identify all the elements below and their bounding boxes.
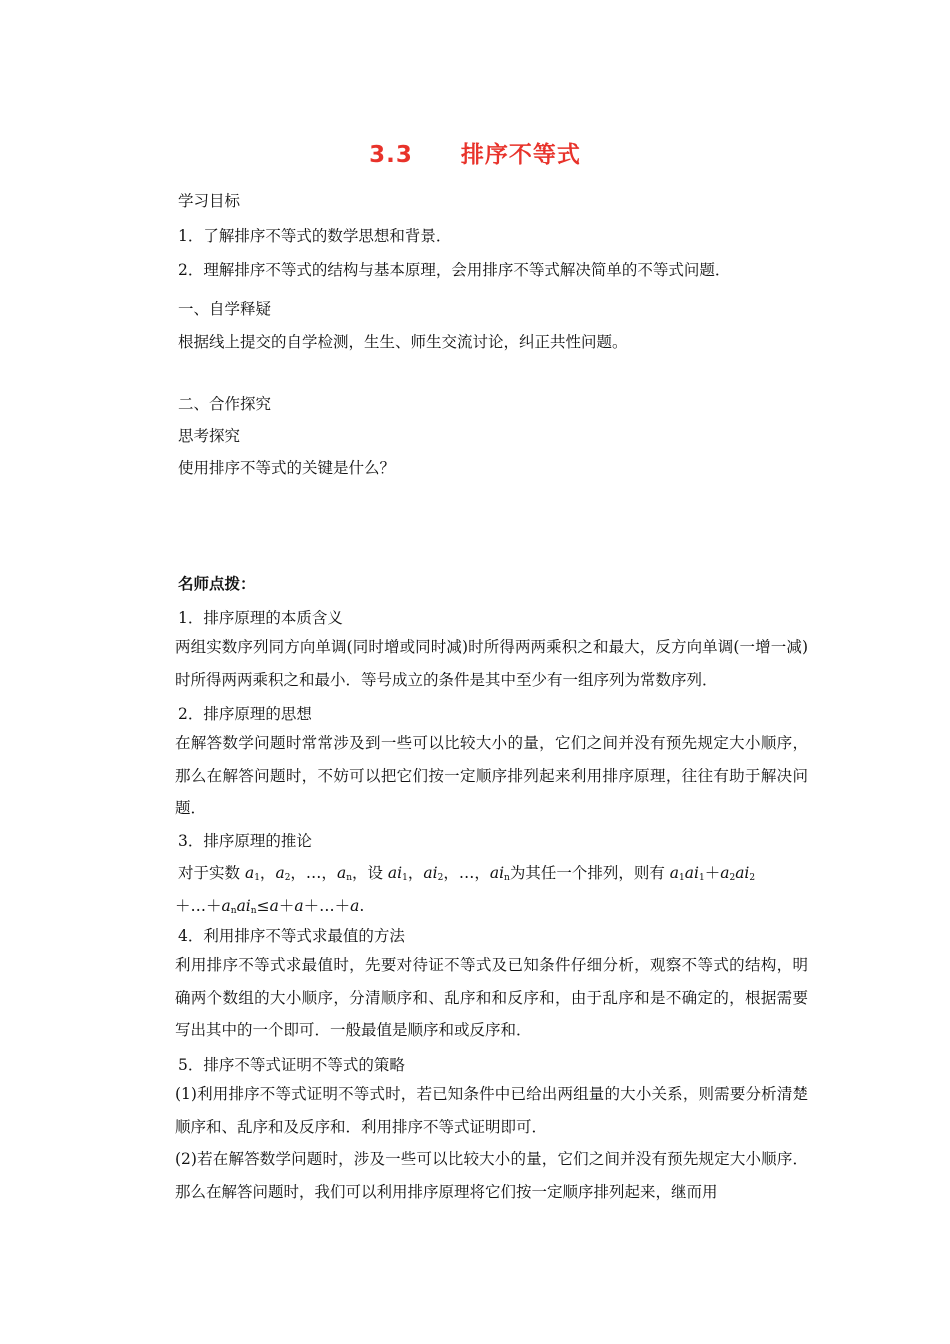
tips-heading: 名师点拨： (178, 574, 256, 593)
section1-heading: 一、自学释疑 (178, 300, 272, 318)
section1-text: 根据线上提交的自学检测，生生、师生交流讨论，纠正共性问题。 (178, 333, 628, 351)
goal-item-2: 2．理解排序不等式的结构与基本原理，会用排序不等式解决简单的不等式问题． (178, 261, 731, 279)
math-a-seq: a (244, 864, 255, 882)
tip2-title: 2．排序原理的思想 (178, 705, 312, 723)
tip4-title: 4．利用排序不等式求最值的方法 (178, 927, 405, 945)
title-number: 3.3 (369, 142, 413, 168)
goal-item-1: 1．了解排序不等式的数学思想和背景． (178, 227, 452, 245)
tip5-text1: (1)利用排序不等式证明不等式时，若已知条件中已给出两组量的大小关系，则需要分析清楚顺序和、乱序和及反序和．利用排序不等式证明即可． (175, 1085, 808, 1136)
tip1-text: 两组实数序列同方向单调(同时增或同时减)时所得两两乘积之和最大，反方向单调(一增一减)时所得两两乘积之和最小．等号成立的条件是其中至少有一组序列为常数序列． (175, 638, 808, 689)
tip1-title: 1．排序原理的本质含义 (178, 609, 343, 627)
tip2-text: 在解答数学问题时常常涉及到一些可以比较大小的量，它们之间并没有预先规定大小顺序，那么在解答问题时，不妨可以把它们按一定顺序排列起来利用排序原理，往往有助于解决问题． (175, 734, 808, 817)
tip5-title: 5．排序不等式证明不等式的策略 (178, 1056, 405, 1074)
title-text: 排序不等式 (460, 142, 581, 168)
goals-heading: 学习目标 (178, 192, 241, 210)
tip3-title: 3．排序原理的推论 (178, 832, 312, 850)
tip3-formula-line1: 对于实数 $a_1$，$a_2$，…，$a_n$，设 $ai_1$，$ai_2$，…，$ai_n$为其任一个排列，则有 $a_1ai_1+a_2ai_2$ (178, 864, 756, 883)
section2-heading: 二、合作探究 (178, 395, 272, 413)
page-title (0, 136, 950, 169)
section2-question: 使用排序不等式的关键是什么？ (178, 459, 396, 477)
section2-sub: 思考探究 (178, 427, 241, 445)
tip4-text: 利用排序不等式求最值时，先要对待证不等式及已知条件仔细分析，观察不等式的结构，明确两个数组的大小顺序，分清顺序和、乱序和和反序和，由于乱序和是不确定的，根据需要写出其中的一个即可．一般最值是顺序和或反序和． (175, 956, 808, 1039)
tip3-formula-line2: $+\dots+a_nai_n\le a+a+\dots+a$. (175, 897, 365, 916)
tip5-text2: (2)若在解答数学问题时，涉及一些可以比较大小的量，它们之间并没有预先规定大小顺序．那么在解答问题时，我们可以利用排序原理将它们按一定顺序排列起来，继而用 (175, 1150, 808, 1201)
